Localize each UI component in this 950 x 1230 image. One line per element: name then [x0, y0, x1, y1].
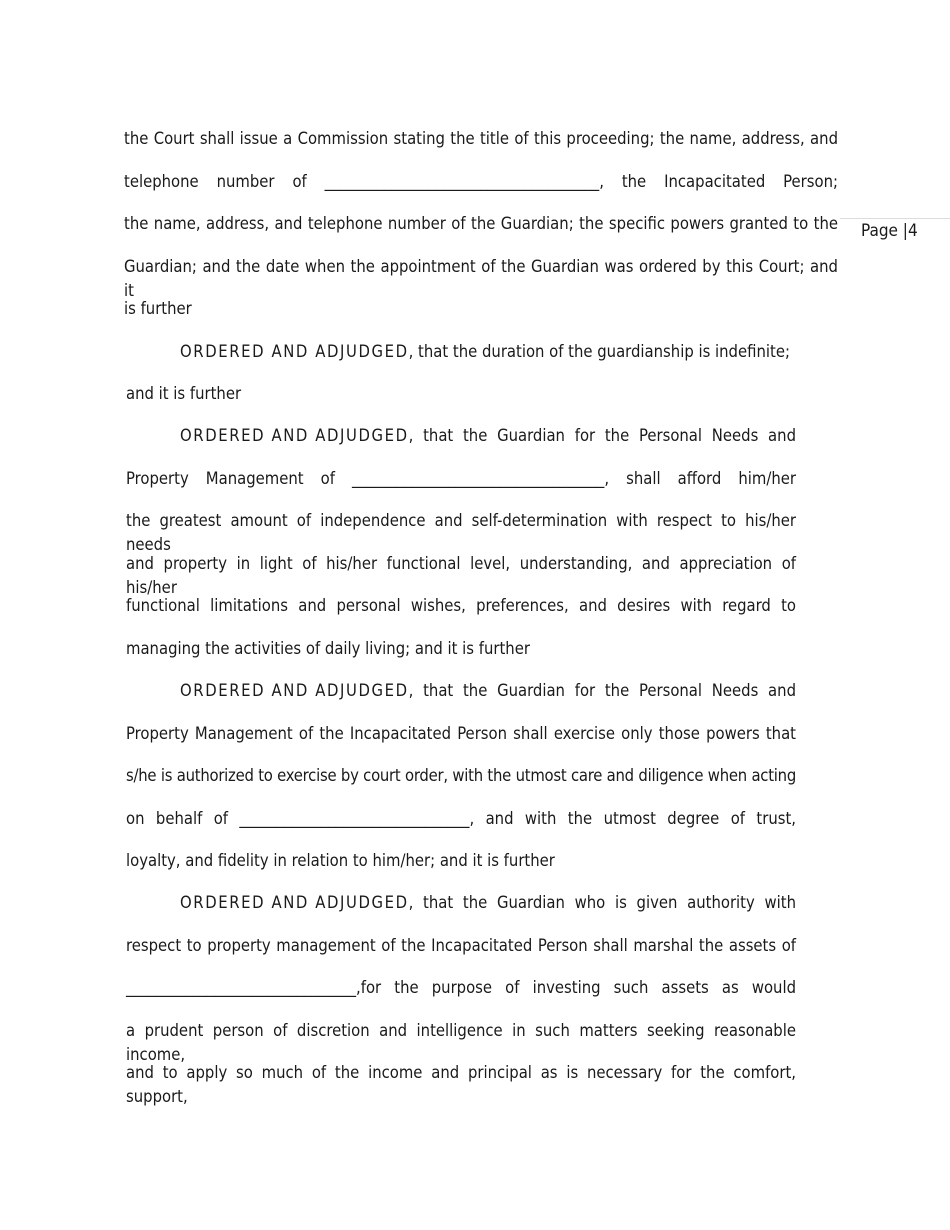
paragraph-ordered-1	[180, 340, 790, 364]
ordered-adjudged-heading-3: ORDERED AND ADJUDGED	[180, 681, 409, 700]
text-line-13: managing the activities of daily living; and it is further	[126, 639, 530, 658]
text-line-11: and property in light of his/her functional level, understanding, and appreciation of his/her	[126, 554, 796, 597]
text-line-2: telephone number of _____________________________________, the Incapacitated Person;	[124, 172, 838, 191]
text-line-21: _______________________________,for the purpose of investing such assets as would	[126, 978, 796, 997]
text-line-23: and to apply so much of the income and principal as is necessary for the comfort, support,	[126, 1063, 796, 1106]
text-line-9: Property Management of __________________________________, shall afford him/her	[126, 469, 796, 488]
ordered-text-4: , that the Guardian who is given authority with	[408, 893, 796, 912]
text-line-12: functional limitations and personal wishes, preferences, and desires with regard to	[126, 596, 796, 615]
text-line-22: a prudent person of discretion and intelligence in such matters seeking reasonable income,	[126, 1021, 796, 1064]
ordered-adjudged-heading-2: ORDERED AND ADJUDGED	[180, 426, 409, 445]
text-line-16: s/he is authorized to exercise by court order, with the utmost care and diligence when acting	[126, 766, 796, 785]
text-line-3: the name, address, and telephone number of the Guardian; the specific powers granted to the	[124, 214, 838, 233]
page-number: Page |4	[861, 221, 918, 241]
text-line-15: Property Management of the Incapacitated Person shall exercise only those powers that	[126, 724, 796, 743]
ordered-text-2: , that the Guardian for the Personal Needs and	[408, 426, 796, 445]
ordered-adjudged-heading-1: ORDERED AND ADJUDGED	[180, 342, 409, 361]
paragraph-ordered-2	[180, 424, 796, 448]
ordered-text-3: , that the Guardian for the Personal Needs and	[408, 681, 796, 700]
text-line-4: Guardian; and the date when the appointment of the Guardian was ordered by this Court; and it	[124, 257, 838, 300]
paragraph-ordered-4	[180, 891, 796, 915]
text-line-17: on behalf of _______________________________, and with the utmost degree of trust,	[126, 809, 796, 828]
text-line-20: respect to property management of the Incapacitated Person shall marshal the assets of	[126, 936, 796, 955]
ordered-adjudged-heading-4: ORDERED AND ADJUDGED	[180, 893, 409, 912]
paragraph-ordered-3	[180, 679, 796, 703]
ordered-text-1: , that the duration of the guardianship is indefinite;	[408, 342, 790, 361]
text-line-10: the greatest amount of independence and self-determination with respect to his/her needs	[126, 511, 796, 554]
text-line-18: loyalty, and fidelity in relation to him/her; and it is further	[126, 851, 555, 870]
text-line-5: is further	[124, 299, 192, 318]
text-line-7: and it is further	[126, 384, 242, 403]
text-line-1: the Court shall issue a Commission stating the title of this proceeding; the name, address, and	[124, 129, 838, 148]
